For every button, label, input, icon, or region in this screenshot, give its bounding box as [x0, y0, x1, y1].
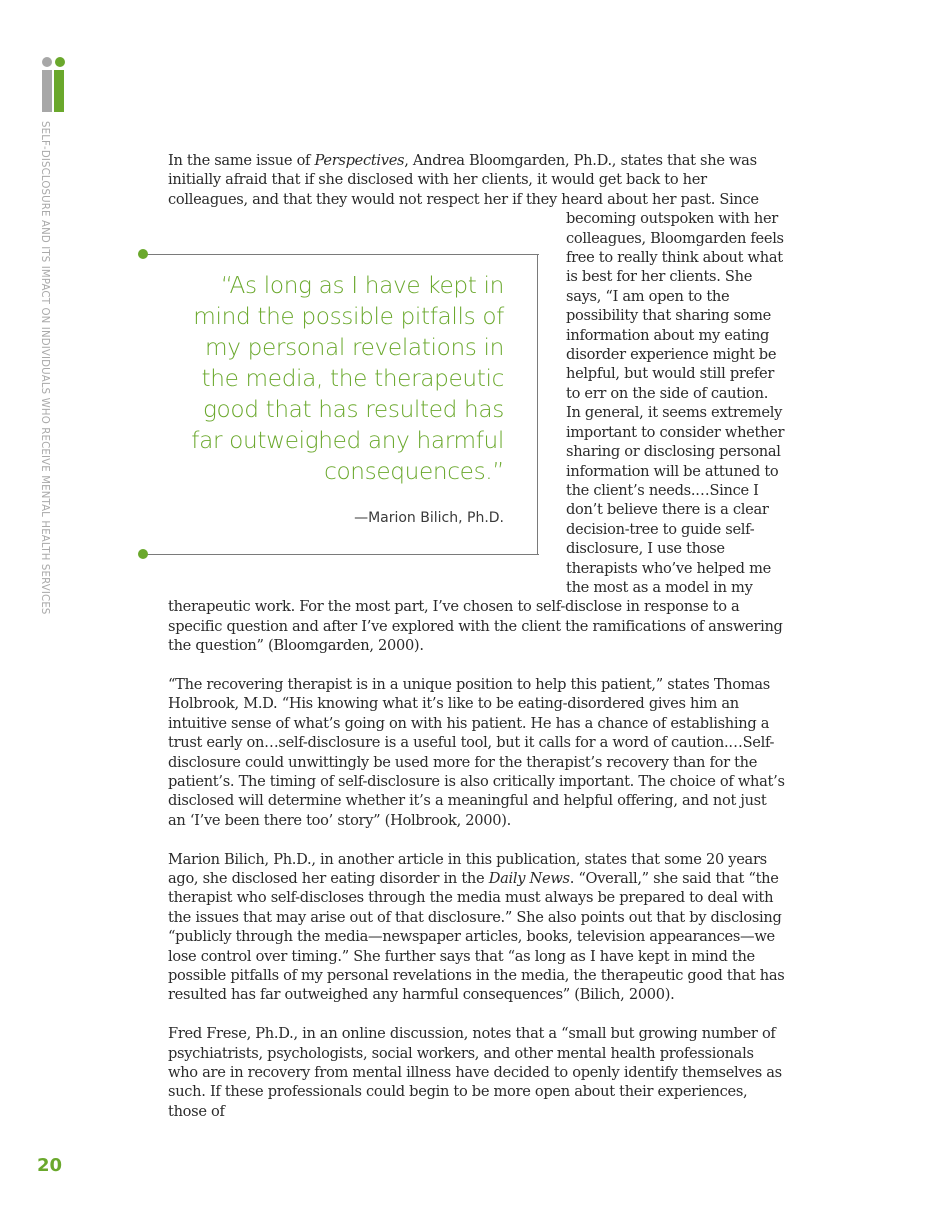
pull-quote [138, 248, 539, 556]
pull-quote-attribution: —Marion Bilich, Ph.D. [354, 510, 504, 526]
paragraph-text: , Andrea Bloomgarden, Ph.D., states that she was initially afraid that if she disclosed with her clients, it would get back to her colleagues, and that they would not respect her if they heard about her past. Since becoming outspoken with her colleagues, Bloomgarden feels free to really think about what is best for her clients. She says, “I am open to the possibility that sharing some information about my eating disorder experience might be helpful, but would still prefer to err on the side of caution. In general, it seems extremely important to consider whether sharing or disclosing personal information will be attuned to the client’s needs.…Since I don’t believe there is a clear decision-tree to guide self-disclosure, I use those therapists who’ve helped me the most as a model in my therapeutic work. For the most part, I’ve chosen to self-disclose in response to a specific question and after I’ve explored with the client the ramifications of answering the question” (Bloomgarden, 2000). [168, 152, 785, 655]
paragraph-text: . “Overall,” she said that “the therapist who self-discloses through the media must always be prepared to deal with the issues that may arise out of that disclosure.” She also points out that by disclosing “publicly through the media—newspaper articles, books, television appearances—we lose control over timing.” She further says that “as long as I have kept in mind the possible pitfalls of my personal revelations in the media, the therapeutic good that has resulted has far outweighed any harmful consequences” (Bilich, 2000). [168, 870, 785, 1004]
two-people-logo-icon [38, 56, 66, 112]
bullet-dot-icon [138, 549, 148, 559]
pull-quote-bottom-rule [142, 554, 539, 555]
pull-quote-top-rule [142, 254, 539, 255]
page-number: 20 [37, 1155, 63, 1176]
paragraph-text: In the same issue of [168, 152, 315, 169]
running-title: SELF-DISCLOSURE AND ITS IMPACT ON INDIVIDUALS WHO RECEIVE MENTAL HEALTH SERVICES [39, 121, 50, 615]
paragraph-frese: Fred Frese, Ph.D., in an online discussion, notes that a “small but growing number of psychiatrists, psychologists, social workers, and other mental health professionals who are in recovery from mental illness have decided to openly identify themselves as such. If these professionals could begin to be more open about their experiences, those of [168, 1025, 782, 1120]
logo-green-head [55, 57, 65, 67]
publication-title: Perspectives [314, 152, 405, 169]
publication-title: Daily News [488, 870, 570, 887]
paragraph-bilich [168, 850, 785, 1005]
logo-gray-body [42, 70, 52, 112]
paragraph-text: Marion Bilich, Ph.D., in another article in this publication, states that some 20 years ago, she disclosed her eating disorder in the [168, 850, 767, 887]
logo-gray-head [42, 57, 52, 67]
paragraph-holbrook: “The recovering therapist is in a unique position to help this patient,” states Thomas Holbrook, M.D. “His knowing what it’s like to be eating-disordered gives him an intuitive sense of what’s going on with his patient. He has a chance of establishing a trust early on…self-disclosure is a useful tool, but it calls for a word of caution.…Self-disclosure could unwittingly be used more for the therapist’s recovery than for the patient’s. The timing of self-disclosure is also critically important. The choice of what’s disclosed will determine whether it’s a meaningful and helpful offering, and not just an ‘I’ve been there too’ story” (Holbrook, 2000). [168, 675, 785, 829]
bullet-dot-icon [138, 249, 148, 259]
pull-quote-text: “As long as I have kept in mind the possible pitfalls of my personal revelations in the media, the therapeutic good that has resulted has far outweighed any harmful consequences.” [191, 272, 504, 485]
logo-green-body [54, 70, 64, 112]
pull-quote-right-rule [537, 254, 538, 555]
